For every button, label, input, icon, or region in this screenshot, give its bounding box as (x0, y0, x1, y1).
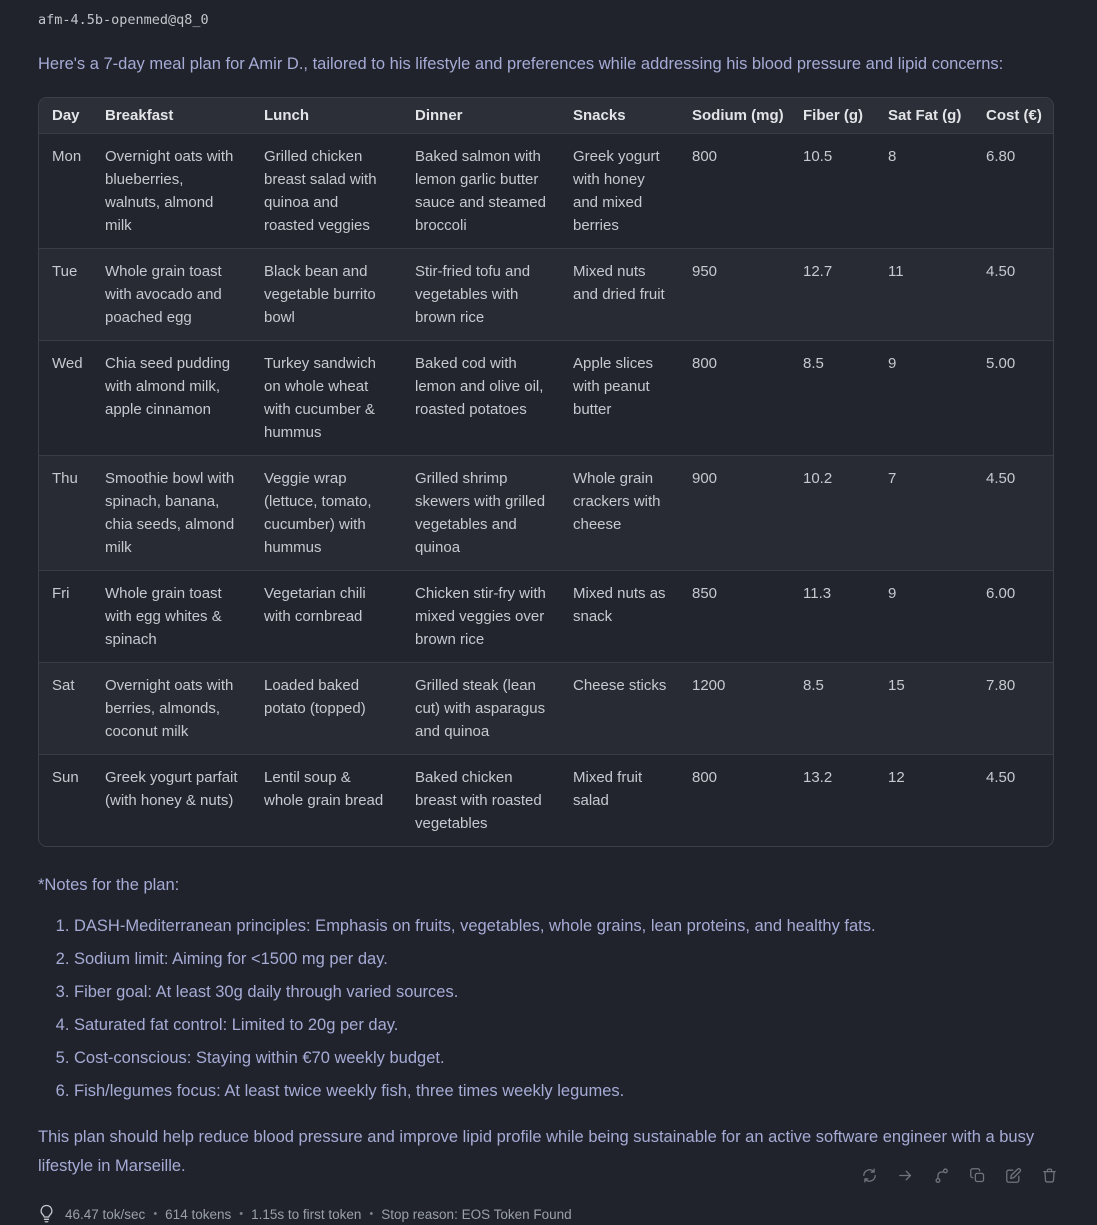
table-cell: Grilled steak (lean cut) with asparagus and quinoa (402, 663, 560, 755)
table-cell: Greek yogurt with honey and mixed berries (560, 134, 679, 249)
table-cell: 5.00 (973, 341, 1053, 456)
stats-segment: 1.15s to first token (251, 1206, 362, 1222)
table-cell: 7.80 (973, 663, 1053, 755)
edit-icon (1005, 1167, 1022, 1184)
meal-plan-table (38, 97, 1054, 847)
table-row (39, 456, 1053, 571)
table-cell: Baked salmon with lemon garlic butter sauce and steamed broccoli (402, 134, 560, 249)
copy-button[interactable] (967, 1165, 988, 1186)
column-header: Sat Fat (g) (888, 107, 962, 124)
table-cell: 6.00 (973, 571, 1053, 663)
table-cell: Whole grain toast with avocado and poached egg (92, 249, 251, 341)
table-cell: Black bean and vegetable burrito bowl (251, 249, 402, 341)
regenerate-button[interactable] (859, 1165, 880, 1186)
delete-button[interactable] (1039, 1165, 1060, 1186)
continue-icon (897, 1167, 914, 1184)
table-cell: 9 (875, 341, 973, 456)
table-row (39, 571, 1053, 663)
continue-button[interactable] (895, 1165, 916, 1186)
column-header: Sodium (mg) (692, 107, 784, 124)
column-header: Breakfast (105, 107, 174, 124)
table-cell: Sat (39, 663, 92, 755)
delete-icon (1041, 1167, 1058, 1184)
table-cell: Fri (39, 571, 92, 663)
table-cell: 8.5 (790, 663, 875, 755)
stats-segment: Stop reason: EOS Token Found (381, 1206, 572, 1222)
closing-paragraph: This plan should help reduce blood pressure and improve lipid profile while being sustainable for an active software engineer with a busy lifestyle in Marseille. (38, 1128, 1035, 1175)
notes-list (38, 915, 1053, 1103)
table-cell: Grilled shrimp skewers with grilled vegetables and quinoa (402, 456, 560, 571)
table-cell: Mixed fruit salad (560, 755, 679, 847)
table-cell: Thu (39, 456, 92, 571)
stats-separator: • (369, 1208, 374, 1220)
table-cell: 800 (679, 755, 790, 847)
table-cell: Smoothie bowl with spinach, banana, chia seeds, almond milk (92, 456, 251, 571)
table-cell: 8 (875, 134, 973, 249)
table-cell: Lentil soup & whole grain bread (251, 755, 402, 847)
branch-icon (933, 1167, 950, 1184)
table-cell: Wed (39, 341, 92, 456)
meal-table-header-row (39, 98, 1053, 134)
table-cell: 8.5 (790, 341, 875, 456)
stats-segment: 614 tokens (165, 1206, 232, 1222)
note-item: 6. Fish/legumes focus: At least twice weekly fish, three times weekly legumes. (74, 1080, 1053, 1103)
column-header: Fiber (g) (803, 107, 863, 124)
note-item: 2. Sodium limit: Aiming for <1500 mg per day. (74, 948, 1053, 971)
table-cell: Vegetarian chili with cornbread (251, 571, 402, 663)
table-cell: 7 (875, 456, 973, 571)
table-cell: Whole grain crackers with cheese (560, 456, 679, 571)
table-cell: 12 (875, 755, 973, 847)
edit-button[interactable] (1003, 1165, 1024, 1186)
table-cell: 950 (679, 249, 790, 341)
table-cell: Loaded baked potato (topped) (251, 663, 402, 755)
note-item: 3. Fiber goal: At least 30g daily through varied sources. (74, 981, 1053, 1004)
table-cell: 1200 (679, 663, 790, 755)
note-item: 4. Saturated fat control: Limited to 20g per day. (74, 1014, 1053, 1037)
regenerate-icon (861, 1167, 878, 1184)
table-cell: Sun (39, 755, 92, 847)
table-cell: 12.7 (790, 249, 875, 341)
table-cell: Cheese sticks (560, 663, 679, 755)
table-cell: Turkey sandwich on whole wheat with cucumber & hummus (251, 341, 402, 456)
table-cell: 850 (679, 571, 790, 663)
table-cell: 10.2 (790, 456, 875, 571)
table-cell: Overnight oats with berries, almonds, coconut milk (92, 663, 251, 755)
column-header: Dinner (415, 107, 463, 124)
table-cell: Baked cod with lemon and olive oil, roasted potatoes (402, 341, 560, 456)
notes-heading: *Notes for the plan: (38, 876, 180, 894)
gen-stats-text (65, 1207, 572, 1222)
note-item: 1. DASH-Mediterranean principles: Emphasis on fruits, vegetables, whole grains, lean proteins, and healthy fats. (74, 915, 1053, 938)
table-row (39, 341, 1053, 456)
table-row (39, 249, 1053, 341)
table-cell: 15 (875, 663, 973, 755)
column-header: Snacks (573, 107, 626, 124)
table-cell: Overnight oats with blueberries, walnuts, almond milk (92, 134, 251, 249)
stats-segment: 46.47 tok/sec (65, 1206, 146, 1222)
copy-icon (969, 1167, 986, 1184)
table-cell: Greek yogurt parfait (with honey & nuts) (92, 755, 251, 847)
table-cell: 13.2 (790, 755, 875, 847)
table-cell: Baked chicken breast with roasted vegetables (402, 755, 560, 847)
table-cell: 4.50 (973, 755, 1053, 847)
table-cell: Tue (39, 249, 92, 341)
table-cell: Whole grain toast with egg whites & spinach (92, 571, 251, 663)
stats-separator: • (239, 1208, 244, 1220)
table-cell: Apple slices with peanut butter (560, 341, 679, 456)
table-cell: 9 (875, 571, 973, 663)
column-header: Lunch (264, 107, 309, 124)
table-cell: 4.50 (973, 456, 1053, 571)
table-row (39, 663, 1053, 755)
table-cell: Mixed nuts and dried fruit (560, 249, 679, 341)
table-cell: Chicken stir-fry with mixed veggies over brown rice (402, 571, 560, 663)
meal-table-body (39, 134, 1053, 847)
table-cell: 800 (679, 341, 790, 456)
stats-separator: • (153, 1208, 158, 1220)
table-cell: 11.3 (790, 571, 875, 663)
message-actions (859, 1165, 1060, 1186)
intro-paragraph: Here's a 7-day meal plan for Amir D., tailored to his lifestyle and preferences while addressing his blood pressure and lipid concerns: (38, 55, 1004, 73)
table-cell: 4.50 (973, 249, 1053, 341)
table-cell: 10.5 (790, 134, 875, 249)
lightbulb-icon (38, 1203, 55, 1225)
note-item: 5. Cost-conscious: Staying within €70 weekly budget. (74, 1047, 1053, 1070)
branch-button[interactable] (931, 1165, 952, 1186)
table-cell: 800 (679, 134, 790, 249)
column-header: Cost (€) (986, 107, 1042, 124)
model-name: afm-4.5b-openmed@q8_0 (38, 12, 209, 28)
table-cell: 6.80 (973, 134, 1053, 249)
table-cell: Stir-fried tofu and vegetables with brown rice (402, 249, 560, 341)
table-cell: Chia seed pudding with almond milk, apple cinnamon (92, 341, 251, 456)
generation-stats (38, 1203, 1053, 1225)
column-header: Day (52, 107, 80, 124)
table-row (39, 755, 1053, 847)
table-cell: Grilled chicken breast salad with quinoa and roasted veggies (251, 134, 402, 249)
table-cell: Veggie wrap (lettuce, tomato, cucumber) with hummus (251, 456, 402, 571)
table-row (39, 134, 1053, 249)
table-cell: 11 (875, 249, 973, 341)
table-cell: Mixed nuts as snack (560, 571, 679, 663)
table-cell: Mon (39, 134, 92, 249)
table-cell: 900 (679, 456, 790, 571)
